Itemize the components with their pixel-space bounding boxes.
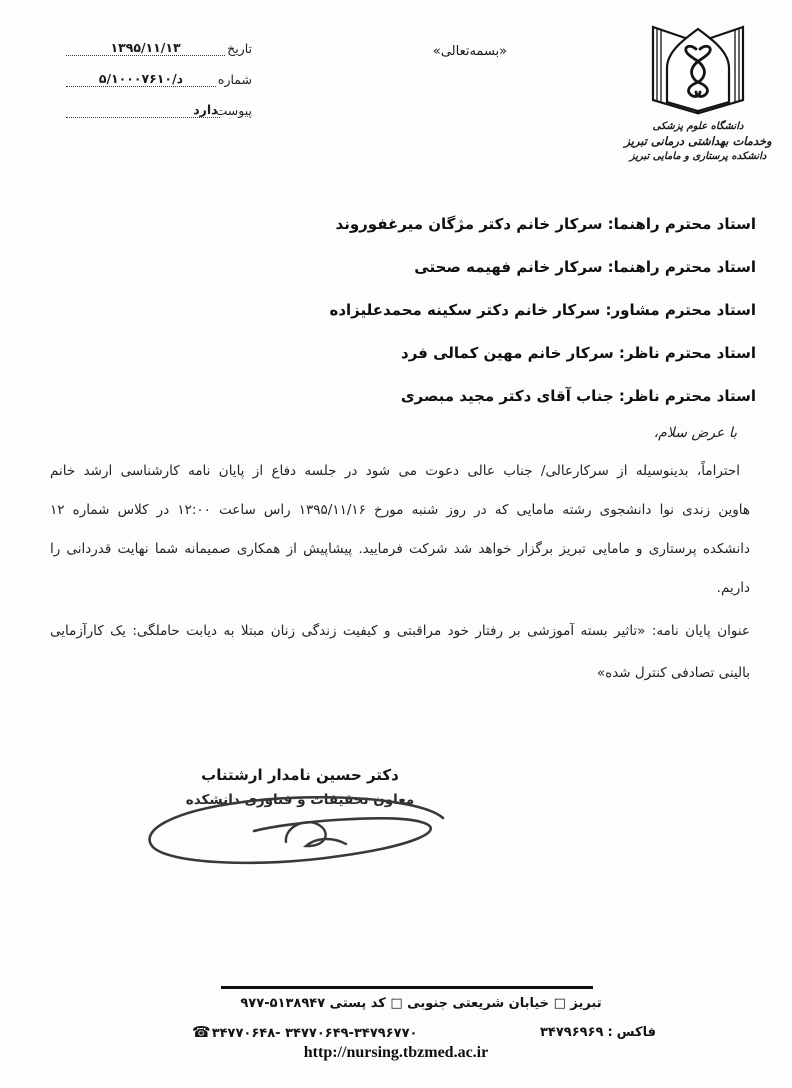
logo-services-line: وخدمات بهداشتی درمانی تبریز [624, 133, 772, 148]
thesis-title-line: عنوان پایان نامه: «تاثیر بسته آموزشی بر رفتار خود مراقبتی و کیفیت زندگی زنان مبتلا به دیابت حاملگی: یک کارآزمایی [50, 623, 750, 639]
logo-faculty-line: دانشکده پرستاری و مامایی تبریز [629, 150, 767, 162]
signatory-role: معاون تحقیقات و فناوری دانشکده [185, 792, 415, 808]
date-value: ۱۳۹۵/۱۱/۱۳ [66, 40, 225, 56]
body-line: دانشکده پرستاری و مامایی تبریز برگزار خواهد شد شرکت فرمایید. پیشاپیش از همکاری صمیمانه شما نهایت قدردانی را [50, 541, 750, 557]
university-logo [612, 6, 784, 163]
date-row [66, 34, 252, 56]
footer-address: تبریز □ خیابان شریعتی جنوبی □ کد پستی ۵۱۳۸۹۴۷-۹۷۷ [240, 996, 602, 1011]
letterhead-fields [66, 34, 252, 127]
thesis-title-line: بالینی تصادفی کنترل شده» [596, 665, 750, 681]
attachment-label: پیوست [215, 103, 252, 118]
body-paragraph [50, 452, 750, 608]
recipient-line-observer-1: استاد محترم ناظر: سرکار خانم مهین کمالی فرد [401, 344, 756, 362]
thesis-title [50, 610, 750, 694]
recipient-line-advisor-1: استاد محترم راهنما: سرکار خانم دکتر مژگان میرغفوروند [335, 215, 756, 233]
fax-label: فاکس [616, 1024, 656, 1040]
attachment-row [66, 96, 252, 118]
footer-contact-row [192, 1023, 656, 1041]
number-value: ۵/د/۱۰۰۰۷۶۱۰ [66, 71, 216, 87]
signature-scrawl-icon [138, 786, 458, 876]
open-book-logo-icon [648, 24, 748, 120]
besmele-text: «بسمه‌تعالی» [432, 44, 508, 59]
phone-numbers: ۳۴۷۷۰۶۴۸- ۳۴۷۷۰۶۴۹-۳۴۷۹۶۷۷۰ [211, 1026, 418, 1041]
body-line: داریم. [716, 580, 750, 596]
recipient-list [55, 203, 756, 418]
recipient-line-observer-2: استاد محترم ناظر: جناب آقای دکتر مجید مبصری [400, 387, 756, 405]
recipient-line-consultant: استاد محترم مشاور: سرکار خانم دکتر سکینه محمدعلیزاده [329, 301, 756, 319]
number-label: شماره [217, 72, 252, 87]
recipient-line-advisor-2: استاد محترم راهنما: سرکار خانم فهیمه صحتی [414, 258, 756, 276]
footer-phones [192, 1023, 417, 1041]
footer-rule [221, 986, 593, 989]
body-line: هاوین زندی نوا دانشجوی رشته مامایی که در روز شنبه مورخ ۱۳۹۵/۱۱/۱۶ راس ساعت ۱۲:۰۰ در کلاس شماره ۱۲ [50, 502, 751, 518]
body-line: احتراماً، بدینوسیله از سرکارعالی/ جناب عالی دعوت می شود در جلسه دفاع از پایان نامه کارشناسی ارشد خانم [50, 463, 740, 479]
logo-university-name: دانشگاه علوم پزشکی [652, 121, 744, 132]
fax-number: ۳۴۷۹۶۹۶۹ [539, 1024, 604, 1040]
telephone-icon: ☎ [192, 1023, 211, 1041]
website-url: http://nursing.tbzmed.ac.ir [303, 1044, 489, 1061]
attachment-value: دارد [66, 102, 220, 118]
fax-separator: : [607, 1024, 613, 1040]
footer-fax [540, 1025, 656, 1040]
date-label: تاریخ [227, 41, 252, 56]
salutation-text: با عرض سلام، [653, 425, 737, 441]
number-row [66, 65, 252, 87]
signatory-name: دکتر حسین نامدار ارشتناب [201, 766, 399, 784]
